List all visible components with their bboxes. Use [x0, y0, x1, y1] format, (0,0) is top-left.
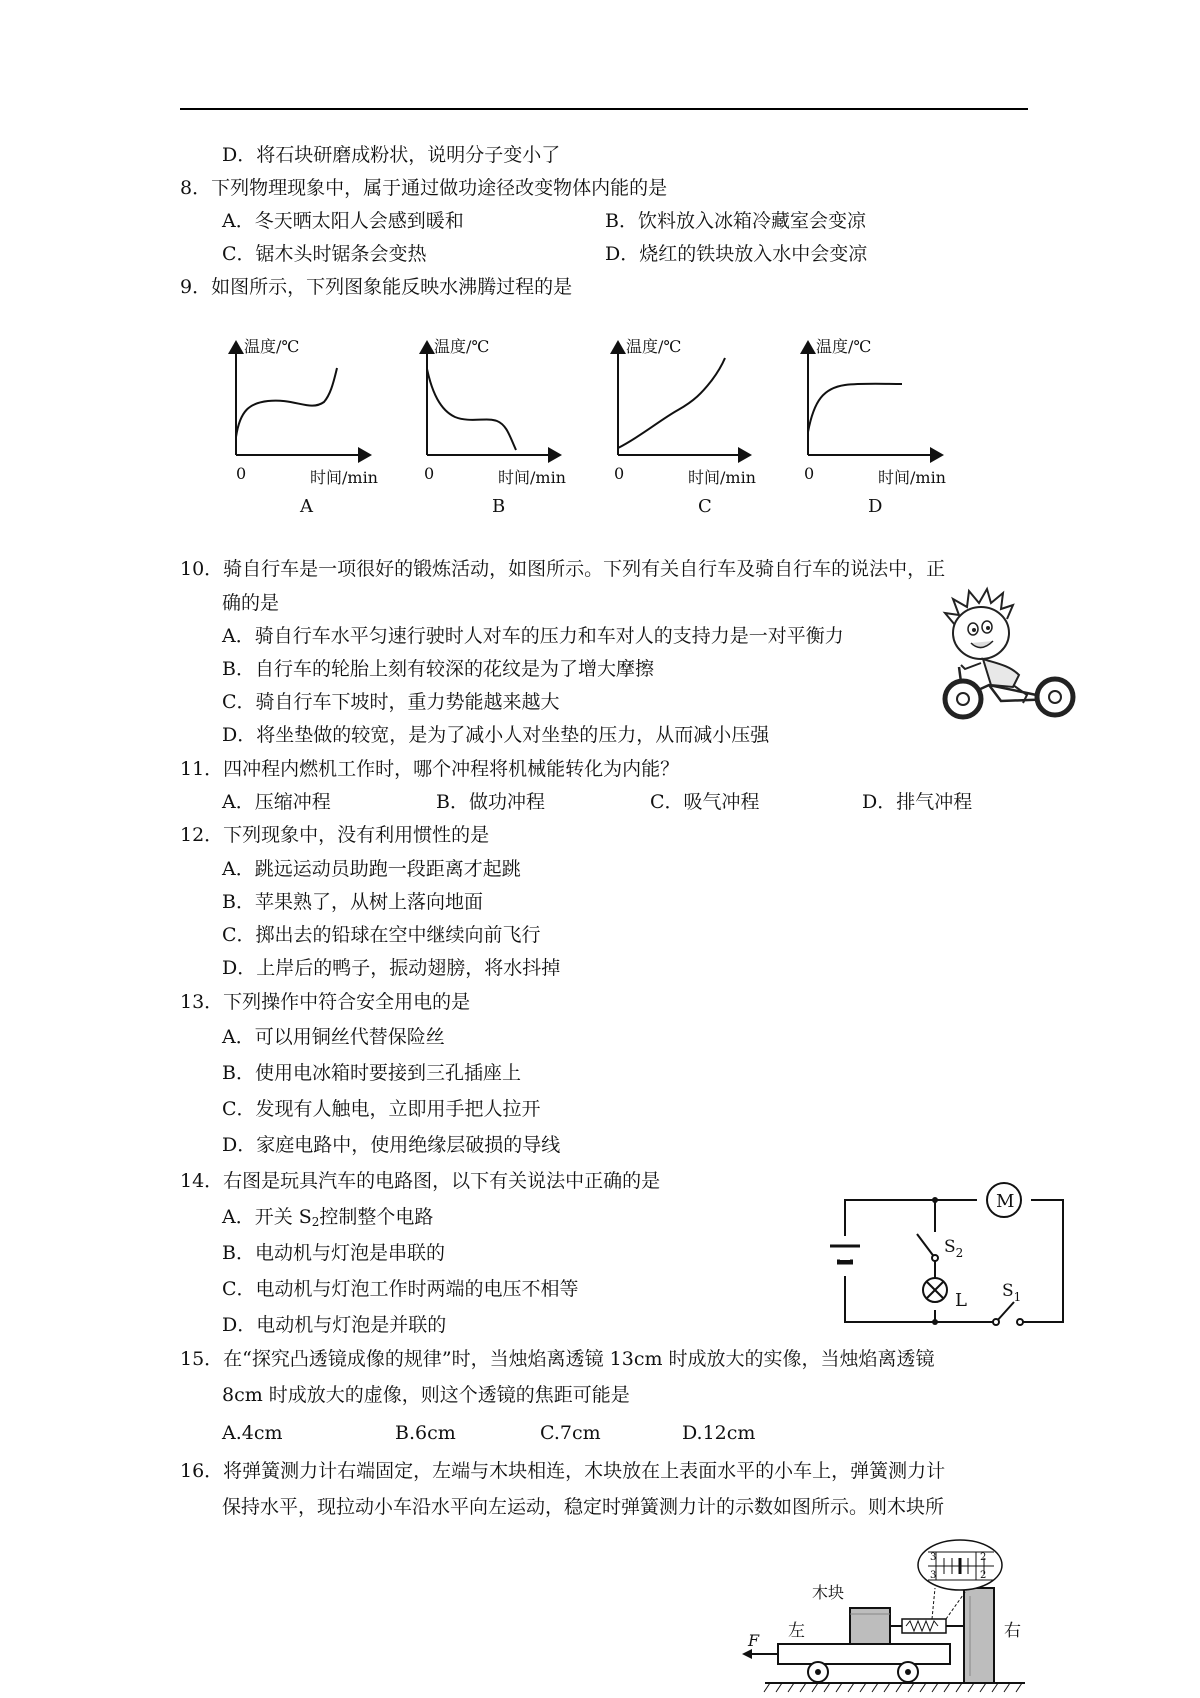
- q13-stem: 13．下列操作中符合安全用电的是: [180, 991, 471, 1013]
- graph-c-origin: 0: [614, 464, 625, 483]
- q8-stem: 8．下列物理现象中，属于通过做功途径改变物体内能的是: [180, 177, 668, 199]
- dial-tick-2-top: 2: [980, 1552, 987, 1563]
- graph-b-ylabel: 温度/℃: [434, 337, 490, 356]
- q12-option-c: C．掷出去的铅球在空中继续向前飞行: [222, 924, 541, 946]
- q11-option-b: B．做功冲程: [436, 791, 545, 813]
- motor-label: M: [996, 1191, 1015, 1212]
- q13-option-a: A．可以用铜丝代替保险丝: [222, 1026, 445, 1048]
- q14-option-d: D．电动机与灯泡是并联的: [222, 1314, 447, 1336]
- q14-stem: 14．右图是玩具汽车的电路图，以下有关说法中正确的是: [180, 1170, 661, 1192]
- graph-b-origin: 0: [424, 464, 435, 483]
- q11-option-d: D．排气冲程: [862, 791, 973, 813]
- q15-option-a: A.4cm: [222, 1422, 283, 1444]
- q9-stem: 9．如图所示，下列图象能反映水沸腾过程的是: [180, 276, 573, 298]
- left-label: 左: [788, 1621, 805, 1641]
- q10-stem-line1: 10．骑自行车是一项很好的锻炼活动，如图所示。下列有关自行车及骑自行车的说法中，正: [180, 558, 946, 580]
- q8-option-b: B．饮料放入冰箱冷藏室会变凉: [605, 210, 866, 232]
- s2-label: $S_2$: [944, 1237, 964, 1260]
- graph-d-xlabel: 时间/min: [878, 468, 946, 487]
- q8-option-a: A．冬天晒太阳人会感到暖和: [222, 210, 464, 232]
- graph-a-xlabel: 时间/min: [310, 468, 378, 487]
- dial-tick-3-top: 3: [930, 1552, 937, 1563]
- q16-stem-line1: 16．将弹簧测力计右端固定，左端与木块相连，木块放在上表面水平的小车上，弹簧测力计: [180, 1460, 946, 1482]
- q12-option-d: D．上岸后的鸭子，振动翅膀，将水抖掉: [222, 957, 561, 979]
- graph-d-origin: 0: [804, 464, 815, 483]
- graph-d: [804, 337, 946, 517]
- q13-option-c: C．发现有人触电，立即用手把人拉开: [222, 1098, 541, 1120]
- q10-option-b: B．自行车的轮胎上刻有较深的花纹是为了增大摩擦: [222, 658, 654, 680]
- block-label: 木块: [812, 1583, 845, 1602]
- q10-option-a: A．骑自行车水平匀速行驶时人对车的压力和车对人的支持力是一对平衡力: [222, 625, 844, 647]
- q10-option-c: C．骑自行车下坡时，重力势能越来越大: [222, 691, 560, 713]
- lamp-label: L: [955, 1290, 967, 1311]
- q12-option-a: A．跳远运动员助跑一段距离才起跳: [222, 858, 521, 880]
- graph-d-label: D: [868, 496, 883, 517]
- q15-stem-line2: 8cm 时成放大的虚像，则这个透镜的焦距可能是: [222, 1384, 630, 1406]
- q11-option-a: A．压缩冲程: [222, 791, 331, 813]
- q9-graphs: [200, 330, 960, 520]
- q15-option-c: C.7cm: [540, 1422, 601, 1444]
- q15-option-d: D.12cm: [682, 1422, 756, 1444]
- q14-option-b: B．电动机与灯泡是串联的: [222, 1242, 445, 1264]
- s1-label: $S_1$: [1002, 1281, 1022, 1304]
- dial-tick-2-bottom: 2: [980, 1570, 987, 1581]
- graph-c-ylabel: 温度/℃: [626, 337, 682, 356]
- q16-stem-line2: 保持水平，现拉动小车沿水平向左运动，稳定时弹簧测力计的示数如图所示。则木块所: [222, 1496, 945, 1518]
- circuit-diagram: [830, 1180, 1070, 1340]
- q14-option-a: A．开关 $S_2$控制整个电路: [222, 1206, 434, 1229]
- graph-c-label: C: [698, 496, 712, 517]
- q13-option-d: D．家庭电路中，使用绝缘层破损的导线: [222, 1134, 561, 1156]
- q11-stem: 11．四冲程内燃机工作时，哪个冲程将机械能转化为内能？: [180, 758, 680, 780]
- spring-scale-diagram: [740, 1532, 1040, 1698]
- q11-option-c: C．吸气冲程: [650, 791, 760, 813]
- graph-b: [424, 337, 566, 517]
- graph-c-xlabel: 时间/min: [688, 468, 756, 487]
- bicycle-boy-illustration: [935, 585, 1095, 725]
- graph-c: [614, 337, 756, 517]
- right-label: 右: [1004, 1621, 1021, 1641]
- graph-a: [236, 337, 378, 517]
- dial-tick-3-bottom: 3: [930, 1570, 937, 1581]
- q13-option-b: B．使用电冰箱时要接到三孔插座上: [222, 1062, 521, 1084]
- q15-option-b: B.6cm: [395, 1422, 456, 1444]
- q10-stem-line2: 确的是: [222, 592, 280, 614]
- q8-option-d: D．烧红的铁块放入水中会变凉: [605, 243, 868, 265]
- graph-b-xlabel: 时间/min: [498, 468, 566, 487]
- q8-option-c: C．锯木头时锯条会变热: [222, 243, 427, 265]
- q12-option-b: B．苹果熟了，从树上落向地面: [222, 891, 483, 913]
- graph-a-origin: 0: [236, 464, 247, 483]
- graph-d-ylabel: 温度/℃: [816, 337, 872, 356]
- graph-b-label: B: [492, 496, 506, 517]
- q7-option-d: D．将石块研磨成粉状，说明分子变小了: [222, 144, 561, 166]
- graph-a-ylabel: 温度/℃: [244, 337, 300, 356]
- q12-stem: 12．下列现象中，没有利用惯性的是: [180, 824, 490, 846]
- graph-a-label: A: [300, 496, 313, 517]
- force-label: F: [748, 1631, 760, 1650]
- q10-option-d: D．将坐垫做的较宽，是为了减小人对坐垫的压力，从而减小压强: [222, 724, 770, 746]
- q14-option-c: C．电动机与灯泡工作时两端的电压不相等: [222, 1278, 579, 1300]
- header-rule: [180, 108, 1028, 110]
- q15-stem-line1: 15．在“探究凸透镜成像的规律”时，当烛焰离透镜 13cm 时成放大的实像，当烛焰离透镜: [180, 1348, 935, 1370]
